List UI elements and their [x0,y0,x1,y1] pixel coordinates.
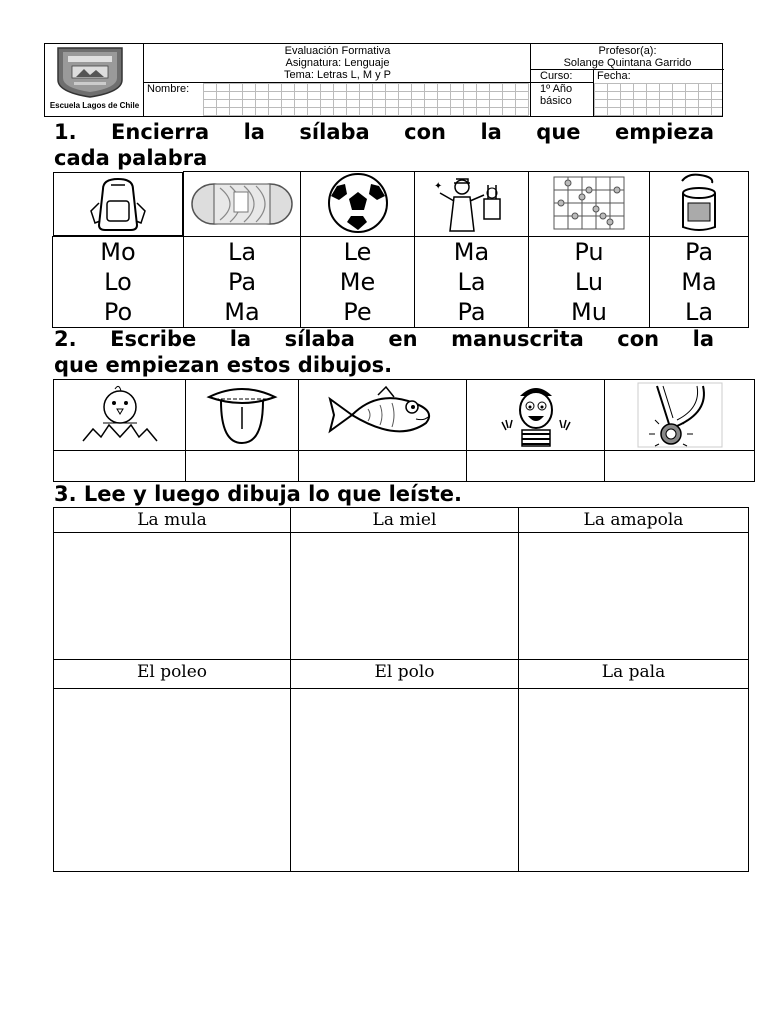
syllable-option[interactable]: Mo [100,237,136,266]
fish-icon [328,385,438,445]
syllable-option[interactable]: Pa [684,237,714,266]
word-label: La amapola [519,508,749,533]
word-label: El poleo [54,660,291,689]
drawing-area[interactable] [519,689,749,872]
word-label: El polo [291,660,519,689]
word-label: La miel [291,508,519,533]
soccer-ball-icon [327,172,389,234]
drawing-table [53,507,749,872]
course-value: 1º Año básico [540,83,573,107]
magician-icon [432,173,512,233]
syllable-option[interactable]: La [457,267,486,296]
svg-text:✦: ✦ [433,181,442,192]
section3-title: 3. Lee y luego dibuja lo que leíste. [54,482,463,506]
picture-cell [184,172,301,237]
syllable-option[interactable]: Pa [227,267,257,296]
answer-cell[interactable] [605,451,755,482]
school-logo-icon [54,46,126,98]
answer-cell[interactable] [186,451,299,482]
header-box [44,43,723,117]
picture-cell [529,172,650,237]
picture-cell [467,380,605,451]
syllable-cell [650,236,749,327]
subject-label: Asignatura: Lenguaje [285,57,390,69]
syllable-option[interactable]: Le [343,237,372,266]
drawing-area[interactable] [291,533,519,660]
school-name: Escuela Lagos de Chile [49,101,140,110]
topic-label: Tema: Letras L, M y P [284,69,391,81]
picture-cell [299,380,467,451]
section1-title-line2: cada palabra [54,146,208,170]
name-label: Nombre: [147,83,190,95]
picture-cell [415,172,529,237]
syllable-option[interactable]: Ma [681,267,717,296]
chick-icon [75,383,165,447]
syllable-option[interactable]: Mu [571,297,607,326]
drawing-area[interactable] [54,533,291,660]
puzzle-icon [552,175,626,231]
section1-title-line1: 1. Encierra la sílaba con la que empieza [54,120,714,144]
answer-cell[interactable] [467,451,605,482]
syllable-option[interactable]: Ma [453,237,490,266]
picture-cell [186,380,299,451]
picture-cell [650,172,749,237]
syllable-option[interactable]: Lo [104,267,132,296]
syllable-option[interactable]: Pe [343,297,372,326]
date-label: Fecha: [597,70,631,82]
picture-cell [54,380,186,451]
syllable-cell [301,236,415,327]
syllable-cell [415,236,529,327]
date-field[interactable] [594,83,722,116]
answer-cell[interactable] [299,451,467,482]
name-field[interactable] [203,83,529,116]
syllable-option[interactable]: Po [103,297,133,326]
answer-cell[interactable] [54,451,186,482]
picture-cell [301,172,415,237]
syllable-option[interactable]: La [227,237,257,266]
can-icon [674,173,724,233]
word-label: La pala [519,660,749,689]
medal-icon [637,382,723,448]
word-label: La mula [54,508,291,533]
mime-icon [494,382,578,448]
teacher-name: Solange Quintana Garrido [563,57,692,69]
drawing-area[interactable] [519,533,749,660]
syllable-option[interactable]: Me [339,267,376,296]
syllable-table [52,171,749,328]
syllable-option[interactable]: Ma [224,297,260,326]
syllable-option[interactable]: Pa [457,297,486,326]
logo-cell [45,44,144,117]
evaluation-title: Evaluación Formativa [284,45,391,57]
backpack-icon [83,175,153,233]
syllable-option[interactable]: Pu [574,237,604,266]
picture-cell [605,380,755,451]
syllable-cell [184,236,301,327]
picture-cell [53,172,184,236]
syllable-cell [53,236,184,327]
syllable-option[interactable]: Lu [574,267,604,296]
course-label: Curso: [540,70,573,82]
syllable-cell [529,236,650,327]
drawing-area[interactable] [54,689,291,872]
section2-title-line1: 2. Escribe la sílaba en manuscrita con la [54,327,714,351]
section2-title-line2: que empiezan estos dibujos. [54,353,393,377]
syllable-option[interactable]: La [684,297,714,326]
teacher-label: Profesor(a): [598,45,657,57]
yarn-icon [190,178,294,228]
drawing-area[interactable] [291,689,519,872]
tongue-icon [205,383,279,447]
writing-table [53,379,755,482]
